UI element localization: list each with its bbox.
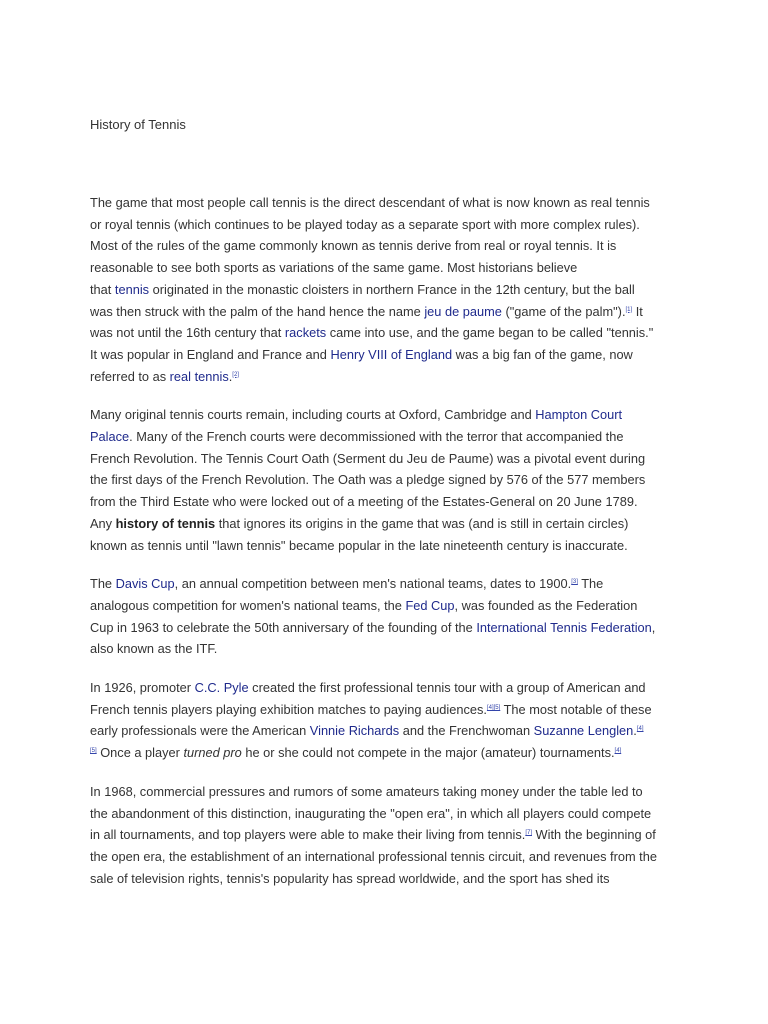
text-run: ("game of the palm"). [501,303,626,319]
text-line: from the Third Estate who were locked out of a meeting of the Estates-General on 20 June 1789. [90,494,638,510]
text-line: sale of television rights, tennis's popularity has spread worldwide, and the sport has shed its [90,870,610,886]
link-tennis[interactable]: tennis [114,281,150,297]
citation-link[interactable]: [1] [625,306,633,313]
text-line [90,720,678,742]
text-line [90,677,678,699]
text-run: The most notable of these [500,701,652,717]
text-run: Cup in 1963 to celebrate the 50th anniversary of the founding of the [90,619,477,635]
paragraph-professional-tour [90,677,678,764]
citation-link[interactable]: [4] [636,726,644,733]
text-line [90,322,678,344]
link-vinnie-richards[interactable]: Vinnie Richards [309,723,400,739]
citation-link[interactable]: [4] [614,748,622,755]
text-run: The [577,576,604,592]
citation [571,579,578,585]
text-run: and the Frenchwoman [399,723,534,739]
citation [90,748,97,754]
text-line: French Revolution. The Tennis Court Oath (Serment du Jeu de Paume) was a pivotal event during [90,450,646,466]
bold-phrase: history of tennis [115,515,216,531]
text-run: analogous competition for women's national teams, the [90,597,406,613]
text-line [90,617,678,639]
text-line: Most of the rules of the game commonly known as tennis derive from real or royal tennis. It is [90,238,617,254]
text-line [90,699,678,721]
text-run: , [651,619,656,635]
link-itf[interactable]: International Tennis Federation [476,619,652,635]
text-run: was a big fan of the game, now [452,346,633,362]
link-jeu-de-paume[interactable]: jeu de paume [424,303,502,319]
text-line: also known as the ITF. [90,641,218,657]
text-line [90,595,678,617]
text-run: , an annual competition between men's national teams, dates to 1900. [174,576,572,592]
text-run: , was founded as the Federation [454,597,638,613]
link-suzanne-lenglen[interactable]: Suzanne Lenglen [533,723,634,739]
text-run: early professionals were the American [90,723,310,739]
text-line: the first days of the French Revolution. The Oath was a pledge signed by 576 of the 577 members [90,472,646,488]
text-run: . [228,368,233,384]
citation-link[interactable]: [5] [90,748,97,755]
text-run: . Many of the French courts were decommissioned with the terror that accompanied the [129,429,624,445]
paragraph-open-era [90,781,678,890]
citation [232,372,239,378]
citation [637,726,644,732]
text-run: was not until the 16th century that [90,325,285,341]
citation-link[interactable]: [2] [232,371,239,378]
text-run: It was popular in England and France and [90,346,331,362]
text-line: the abandonment of this distinction, inaugurating the "open era", in which all players could compete [90,805,652,821]
text-run: The [90,576,116,592]
link-davis-cup[interactable]: Davis Cup [115,576,175,592]
text-line: In 1968, commercial pressures and rumors of some amateurs taking money under the table led to [90,783,643,799]
text-run: came into use, and the game began to be called "tennis." [326,325,654,341]
text-run: referred to as [90,368,170,384]
link-henry-viii[interactable]: Henry VIII of England [330,346,453,362]
text-line: The game that most people call tennis is the direct descendant of what is now known as real tennis [90,195,650,210]
text-line [90,742,678,764]
text-run: he or she could not compete in the major (amateur) tournaments. [241,745,615,761]
text-run: was then struck with the palm of the hand hence the name [90,303,425,319]
citation-link[interactable]: [4][5] [486,704,501,711]
citation [525,830,532,836]
text-line: known as tennis until "lawn tennis" became popular in the late nineteenth century is inaccurate. [90,537,628,553]
link-hampton-court-palace[interactable]: Palace [90,429,130,445]
link-rackets[interactable]: rackets [284,325,327,341]
text-line [90,301,678,323]
text-line [90,513,678,535]
text-line [90,404,678,426]
citation [615,748,622,754]
paragraph-origins [90,192,678,387]
document-title: History of Tennis [90,117,186,132]
text-line [90,279,678,301]
text-line: reasonable to see both sports as variations of the same game. Most historians believe [90,260,578,276]
link-fed-cup[interactable]: Fed Cup [405,597,455,613]
link-hampton-court[interactable]: Hampton Court [535,407,623,423]
link-cc-pyle[interactable]: C.C. Pyle [194,680,249,696]
paragraph-davis-cup [90,573,678,660]
text-run: French tennis players playing exhibition matches to paying audiences. [90,701,487,717]
text-run: It [632,303,643,319]
text-run: In 1926, promoter [90,680,195,696]
citation-link[interactable]: [7] [525,830,532,837]
paragraph-courts [90,404,678,556]
text-line: the open era, the establishment of an international professional tennis circuit, and revenues from the [90,848,657,864]
citation [487,705,500,711]
text-run: created the first professional tennis tour with a group of American and [248,680,646,696]
text-line [90,573,678,595]
text-line [90,426,678,448]
citation-link[interactable]: [3] [571,579,578,586]
text-run: With the beginning of [532,827,656,843]
text-line [90,344,678,366]
italic-phrase: turned pro [183,745,242,761]
text-line: or royal tennis (which continues to be played today as a separate sport with more complex rules). [90,216,640,232]
text-run: . [633,723,637,739]
document-body [90,192,678,906]
text-run: Many original tennis courts remain, including courts at Oxford, Cambridge and [90,407,536,423]
text-run: Once a player [96,745,184,761]
text-run: that ignores its origins in the game that was (and is still in certain circles) [215,515,629,531]
text-line [90,366,678,388]
text-run: that [90,281,115,297]
link-real-tennis[interactable]: real tennis [169,368,229,384]
text-run: in all tournaments, and top players were able to make their living from tennis. [90,827,526,843]
text-run: Any [90,515,116,531]
text-line [90,824,678,846]
text-run: originated in the monastic cloisters in northern France in the 12th century, but the ball [149,281,635,297]
